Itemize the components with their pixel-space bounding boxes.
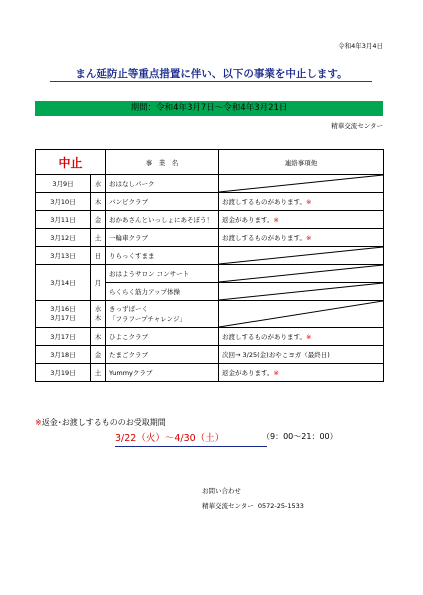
row-note-empty xyxy=(219,247,384,265)
row-event-line: きっずぱーく xyxy=(109,305,149,313)
document-date: 令和4年3月4日 xyxy=(338,42,383,50)
table-row xyxy=(36,364,384,382)
row-weekday: 土 xyxy=(91,229,106,247)
row-note xyxy=(219,211,384,229)
table-header-row xyxy=(36,150,384,175)
note-mark: ※ xyxy=(273,216,279,224)
row-event-line: 「フラフープチャレンジ」 xyxy=(109,315,186,323)
row-weekday-line: 木 xyxy=(94,314,102,322)
row-date-line: 3月17日 xyxy=(50,314,76,322)
stop-label: 中止 xyxy=(36,150,106,175)
title-underline xyxy=(50,81,372,82)
row-date: 3月10日 xyxy=(36,193,91,211)
row-event: りらっくすまま xyxy=(106,247,219,265)
row-date: 3月11日 xyxy=(36,211,91,229)
row-event: バンビクラブ xyxy=(106,193,219,211)
table-row xyxy=(36,229,384,247)
row-event: おはようサロン コンサート xyxy=(106,265,219,283)
row-event: らくらく筋力アップ体操 xyxy=(106,283,219,301)
note-mark: ※ xyxy=(273,369,279,377)
row-event: ひよこクラブ xyxy=(106,328,219,346)
row-event: おかあさんといっしょにあそぼう！ xyxy=(106,211,219,229)
receive-note xyxy=(35,417,166,428)
note-text: お渡しするものがあります。 xyxy=(222,333,306,341)
row-weekday: 金 xyxy=(91,211,106,229)
row-note xyxy=(219,193,384,211)
note-text: 返金があります。 xyxy=(222,216,274,224)
table-row xyxy=(36,328,384,346)
row-note xyxy=(219,229,384,247)
row-weekday: 土 xyxy=(91,364,106,382)
note-text: 返金があります。 xyxy=(222,369,274,377)
note-text: お渡しするものがあります。 xyxy=(222,234,306,242)
event-column-header: 事 業 名 xyxy=(106,150,219,175)
contact-label: お問い合わせ xyxy=(202,487,241,495)
receive-hours: （9：00～21：00） xyxy=(262,432,338,441)
row-date: 3月18日 xyxy=(36,346,91,364)
cancellation-table xyxy=(35,149,384,382)
table-row xyxy=(36,211,384,229)
row-event: たまごクラブ xyxy=(106,346,219,364)
receive-underline xyxy=(115,446,267,447)
note-mark: ※ xyxy=(306,198,312,206)
row-note-empty xyxy=(219,301,384,328)
row-weekday: 日 xyxy=(91,247,106,265)
contact-line xyxy=(202,499,304,514)
row-note-empty xyxy=(219,265,384,283)
table-row xyxy=(36,346,384,364)
receive-period: 3/22（火）～4/30（土） xyxy=(115,433,225,444)
row-date: 3月13日 xyxy=(36,247,91,265)
row-event: 一輪車クラブ xyxy=(106,229,219,247)
row-date: 3月9日 xyxy=(36,175,91,193)
row-note xyxy=(219,328,384,346)
table-row xyxy=(36,193,384,211)
row-note-empty xyxy=(219,283,384,301)
row-note: 次回→ 3/25(金)おやこヨガ（最終日) xyxy=(219,346,384,364)
row-weekday xyxy=(91,301,106,328)
table-row xyxy=(36,301,384,328)
table-row xyxy=(36,265,384,283)
row-note-empty xyxy=(219,175,384,193)
note-mark: ※ xyxy=(35,418,42,427)
contact-block xyxy=(202,484,304,514)
contact-phone: 0572-25-1533 xyxy=(257,502,304,510)
period-banner: 期間：令和4年3月7日～令和4年3月21日 xyxy=(35,101,383,116)
row-weekday: 水 xyxy=(91,175,106,193)
row-weekday: 月 xyxy=(91,265,106,301)
row-date: 3月19日 xyxy=(36,364,91,382)
organizer-name: 精華交流センター xyxy=(331,122,383,130)
row-date-line: 3月16日 xyxy=(50,305,76,313)
row-note xyxy=(219,364,384,382)
row-weekday: 金 xyxy=(91,346,106,364)
row-date xyxy=(36,301,91,328)
table-row xyxy=(36,247,384,265)
contact-org: 精華交流センター xyxy=(202,502,254,510)
row-date: 3月12日 xyxy=(36,229,91,247)
row-weekday: 木 xyxy=(91,193,106,211)
note-text: お渡しするものがあります。 xyxy=(222,198,306,206)
notice-title: まん延防止等重点措置に伴い、以下の事業を中止します。 xyxy=(75,68,348,80)
row-date: 3月14日 xyxy=(36,265,91,301)
note-text: 返金･お渡しするもののお受取期間 xyxy=(41,418,166,427)
table-row xyxy=(36,175,384,193)
row-date: 3月17日 xyxy=(36,328,91,346)
row-weekday-line: 水 xyxy=(94,305,102,313)
row-event: Yummyクラブ xyxy=(106,364,219,382)
row-event xyxy=(106,301,219,328)
note-mark: ※ xyxy=(306,333,312,341)
notes-column-header: 連絡事項他 xyxy=(219,150,384,175)
row-event: おはなしパーク xyxy=(106,175,219,193)
note-mark: ※ xyxy=(306,234,312,242)
row-weekday: 木 xyxy=(91,328,106,346)
